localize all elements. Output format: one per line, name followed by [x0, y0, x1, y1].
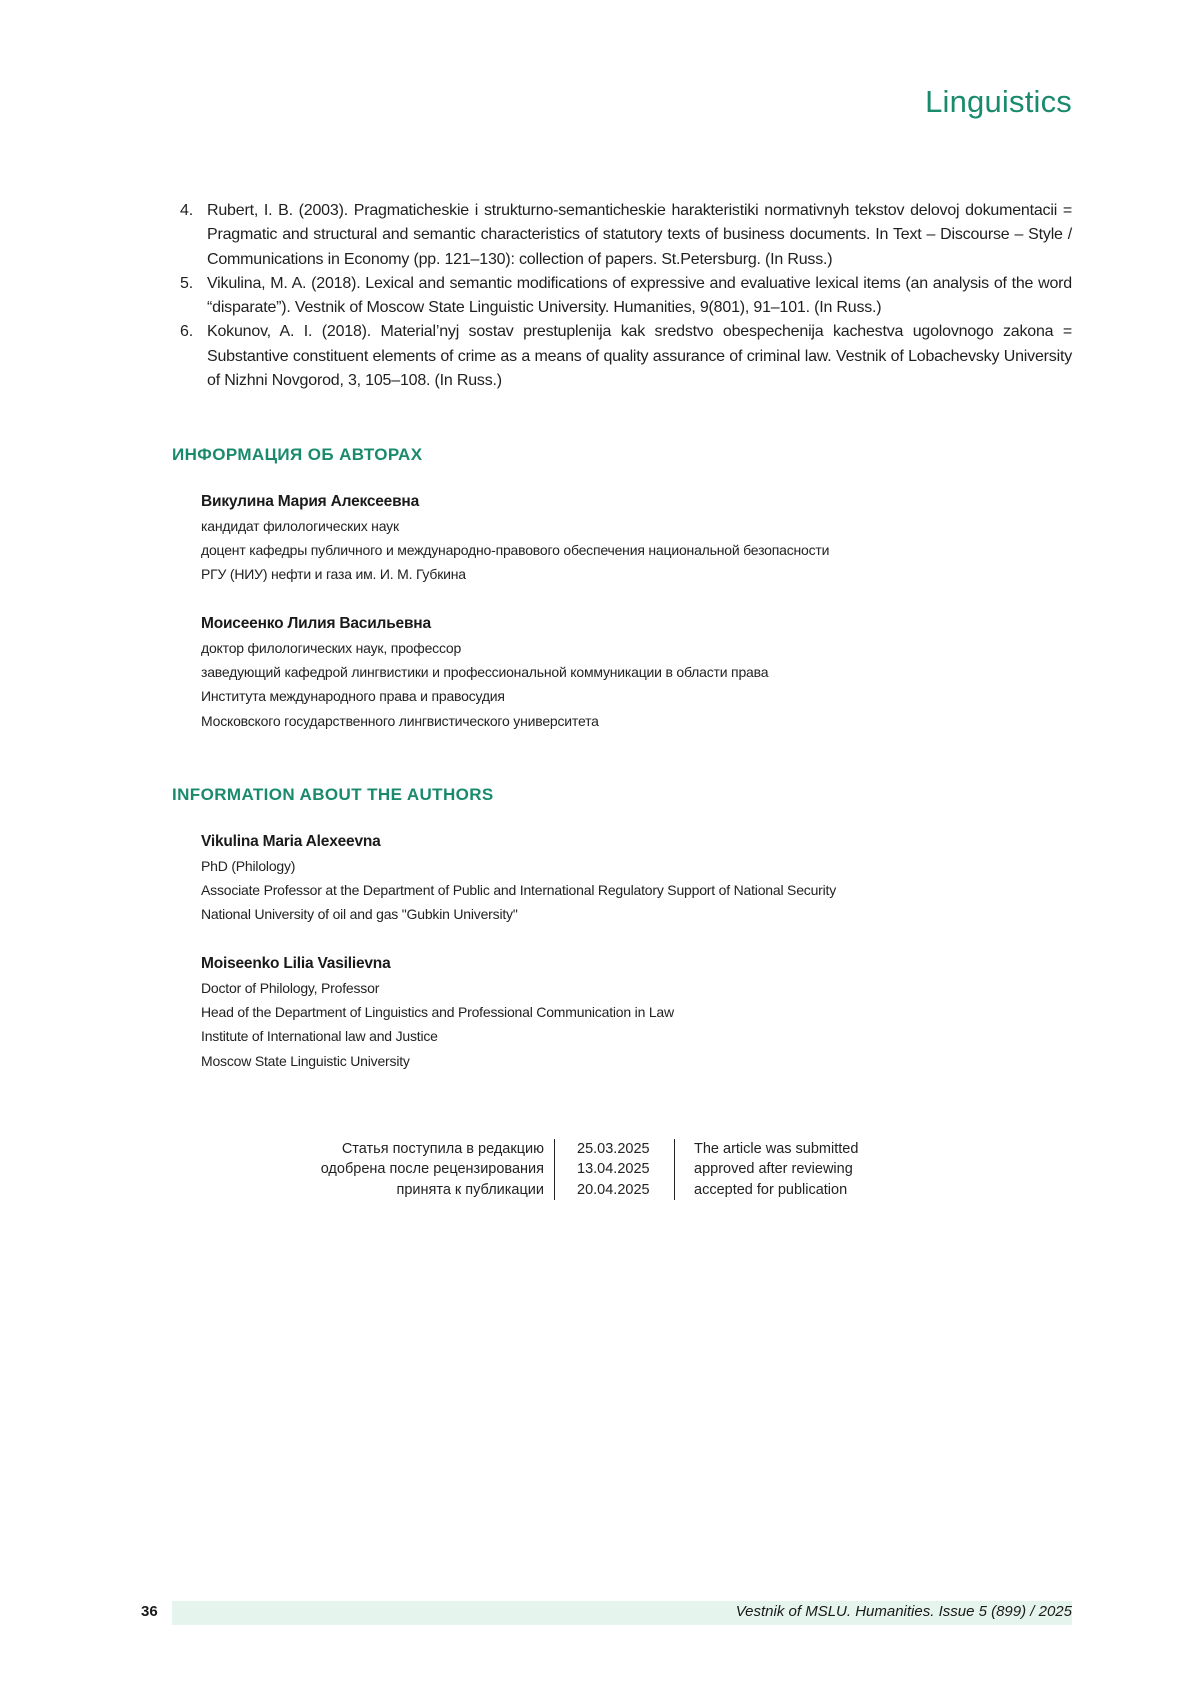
date-label-en: accepted for publication — [694, 1181, 848, 1198]
reference-number: 4. — [180, 202, 193, 219]
author-name: Moiseenko Lilia Vasilievna — [201, 955, 391, 972]
author-degree: PhD (Philology) — [201, 858, 296, 874]
ru-author-block — [201, 490, 1101, 587]
author-affiliation: Moscow State Linguistic University — [201, 1052, 410, 1069]
author-degree: Doctor of Philology, Professor — [201, 980, 380, 996]
author-degree: доктор филологических наук, профессор — [201, 640, 462, 656]
date-label-en: The article was submitted — [694, 1141, 859, 1157]
en-author-block — [201, 952, 1101, 1073]
ru-author-block — [201, 612, 1101, 733]
date-label-ru: принята к публикации — [396, 1181, 544, 1198]
author-position: Head of the Department of Linguistics and Professional Communication in Law — [201, 1004, 674, 1021]
date-label-ru: Статья поступила в редакцию — [341, 1141, 544, 1157]
ru-section-title: ИНФОРМАЦИЯ ОБ АВТОРАХ — [172, 445, 423, 464]
author-affiliation: Института международного права и правосудия — [201, 688, 505, 705]
date-value: 25.03.2025 — [577, 1141, 650, 1157]
date-value: 13.04.2025 — [577, 1161, 650, 1178]
author-position: доцент кафедры публичного и международно-правового обеспечения национальной безопасности — [201, 542, 830, 559]
journal-citation: Vestnik of MSLU. Humanities. Issue 5 (899) / 2025 — [735, 1603, 1072, 1620]
dates-ru-labels — [284, 1139, 544, 1200]
submission-dates — [290, 1139, 930, 1201]
reference-number: 6. — [180, 323, 193, 341]
reference-item — [172, 272, 1072, 321]
date-value: 20.04.2025 — [577, 1181, 650, 1198]
date-label-ru: одобрена после рецензирования — [320, 1161, 544, 1178]
en-author-block — [201, 830, 1101, 927]
author-affiliation: Institute of International law and Justice — [201, 1028, 438, 1045]
running-head: Linguistics — [925, 84, 1072, 119]
author-name: Vikulina Maria Alexeevna — [201, 833, 381, 850]
dates-divider — [554, 1139, 555, 1200]
dates-en-labels — [694, 1139, 858, 1200]
dates-values — [577, 1139, 650, 1200]
reference-list — [172, 199, 1072, 393]
author-position: Associate Professor at the Department of Public and International Regulatory Support of National Security — [201, 882, 837, 899]
reference-text: Kokunov, A. I. (2018). Material’nyj sostav prestuplenija kak sredstvo obespechenija kachestva ugolovnogo zakona = Substantive constituent elements of crime as a means of quality assurance of criminal law. Vestnik of Lobachevsky University of Nizhni Novgorod, 3, 105–108. (In Russ.) — [207, 323, 1072, 390]
reference-item — [172, 320, 1072, 393]
author-affiliation: РГУ (НИУ) нефти и газа им. И. М. Губкина — [201, 566, 466, 583]
date-label-en: approved after reviewing — [694, 1161, 853, 1178]
author-affiliation: National University of oil and gas "Gubkin University" — [201, 906, 518, 923]
author-name: Викулина Мария Алексеевна — [201, 493, 420, 510]
author-affiliation: Московского государственного лингвистического университета — [201, 712, 599, 729]
author-position: заведующий кафедрой лингвистики и профессиональной коммуникации в области права — [201, 664, 769, 681]
dates-divider — [674, 1139, 675, 1200]
en-section-title: INFORMATION ABOUT THE AUTHORS — [172, 785, 494, 804]
page-number: 36 — [141, 1603, 158, 1620]
reference-text: Vikulina, M. A. (2018). Lexical and semantic modifications of expressive and evaluative lexical items (an analysis of the word “disparate”). Vestnik of Moscow State Linguistic University. Humanities, 9(801), 91–101. (In Russ.) — [207, 274, 1072, 317]
author-name: Моисеенко Лилия Васильевна — [201, 615, 431, 632]
reference-item — [172, 199, 1072, 272]
reference-text: Rubert, I. B. (2003). Pragmaticheskie i strukturno-semanticheskie harakteristiki normativnyh tekstov delovoj dokumentacii = Pragmatic and structural and semantic characteristics of statutory texts of business documents. In Text – Discourse – Style / Communications in Economy (pp. 121–130): collection of papers. St.Petersburg. (In Russ.) — [207, 202, 1072, 268]
reference-number: 5. — [180, 274, 193, 292]
author-degree: кандидат филологических наук — [201, 518, 399, 534]
